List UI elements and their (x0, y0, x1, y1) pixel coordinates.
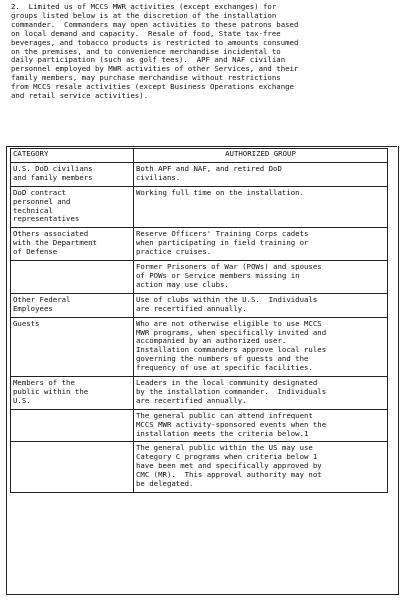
authorized-cell: Reserve Officers' Training Corps cadets when participating in field training or practice cruises. (134, 228, 388, 261)
table-row (11, 228, 388, 261)
category-cell: Members of the public within the U.S. (11, 377, 134, 410)
table-row (11, 261, 388, 294)
table-row (11, 377, 388, 410)
category-cell: Others associated with the Department of Defense (11, 228, 134, 261)
header-authorized-group: AUTHORIZED GROUP (134, 149, 388, 163)
table-row (11, 317, 388, 376)
authorized-cell: Use of clubs within the U.S. Individuals are recertified annually. (134, 293, 388, 317)
header-category: CATEGORY (11, 149, 134, 163)
authorized-cell: The general public within the US may use Category C programs when criteria below 1 have been met and specifically approved by CMC (MR). This approval authority may not be delegated. (134, 442, 388, 493)
table-row (11, 162, 388, 186)
authorized-cell: Former Prisoners of War (POWs) and spouses of POWs or Service members missing in action may use clubs. (134, 261, 388, 294)
intro-paragraph: 2. Limited us of MCCS MWR activities (except exchanges) for groups listed below is at the discretion of the installation commander. Commanders may open activities to these patrons based on local demand and capacity. Resale of food, State tax-free beverages, and tobacco products is restricted to amounts consumed on the premises, and to convenience merchandise incidental to daily participation (such as golf tees). APF and NAF civilian personnel employed by MWR activities of other Services, and their family members, may purchase merchandise without restrictions from MCCS resale activities (except Business Operations exchange and retail service activities). (11, 2, 299, 101)
category-cell (11, 442, 134, 493)
table-row (11, 409, 388, 442)
authorized-cell: Leaders in the local community designated by the installation commander. Individuals are recertified annually. (134, 377, 388, 410)
authorized-cell: The general public can attend infrequent MCCS MWR activity-sponsored events when the installation meets the criteria below.1 (134, 409, 388, 442)
category-cell (11, 261, 134, 294)
table-top-rule (6, 146, 397, 147)
authorized-cell: Working full time on the installation. (134, 186, 388, 228)
category-cell: U.S. DoD civilians and family members (11, 162, 134, 186)
table-row (11, 293, 388, 317)
table-header-row (11, 149, 388, 163)
category-cell: Guests (11, 317, 134, 376)
eligibility-table (10, 148, 388, 493)
category-cell: DoD contract personnel and technical representatives (11, 186, 134, 228)
category-cell: Other Federal Employees (11, 293, 134, 317)
authorized-cell: Both APF and NAF, and retired DoD civilians. (134, 162, 388, 186)
table-row (11, 442, 388, 493)
table-row (11, 186, 388, 228)
authorized-cell: Who are not otherwise eligible to use MCCS MWR programs, when specifically invited and accompanied by an authorized user. Installation commanders approve local rules governing the numbers of guests and the frequency of use at specific facilities. (134, 317, 388, 376)
category-cell (11, 409, 134, 442)
